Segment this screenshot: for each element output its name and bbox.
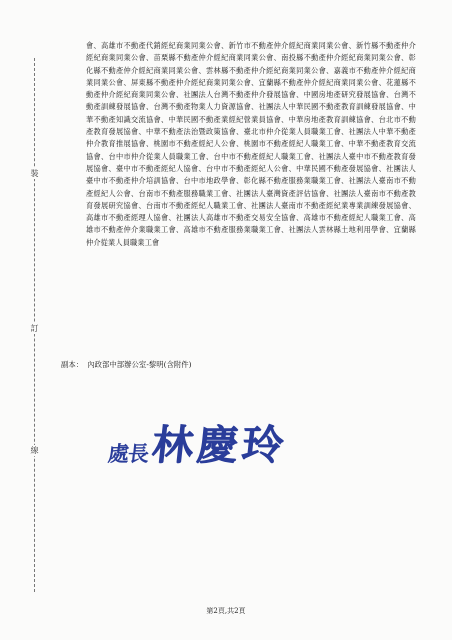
signature-name: 林慶玲 (149, 421, 290, 469)
binding-mark-zhuang: 裝 (30, 169, 39, 178)
binding-mark-ding: 訂 (30, 324, 39, 333)
signature-title: 處長 (106, 441, 150, 466)
recipient-list-text: 會、高雄市不動產代銷經紀商業同業公會、新竹市不動產仲介經紀商業同業公會、新竹縣不動產仲介經紀商業同業公會、苗栗縣不動產仲介經紀商業同業公會、南投縣不動產仲介經紀商業同業公會、彰化縣不動產仲介經紀商業同業公會、雲林縣不動產仲介經紀商業同業公會、嘉義市不動產仲介經紀商業同業公會、屏東縣不動產仲介經紀商業同業公會、宜蘭縣不動產仲介經紀商業同業公會、花蓮縣不動產仲介經紀商業同業公會、社團法人台灣不動產仲介發展協會、中國房地產研究發展協會、台灣不動產訓練發展協會、台灣不動產物業人力資源協會、社團法人中華民國不動產教育訓練發展協會、中華不動產知識交流協會、中華民國不動產業經紀營業員協會、中華房地產教育訓練協會、台北市不動產教育發展協會、中華不動產法治暨政策協會、臺北市仲介從業人員職業工會、社團法人中華不動產仲介教育推展協會、桃園市不動產經紀人公會、桃園市不動產經紀人職業工會、中華不動產教育交流協會、台中市仲介從業人員職業工會、台中市不動產經紀人職業工會、社團法人臺中市不動產教育發展協會、臺中市不動產經紀人協會、台中市不動產經紀人公會、中華民國不動產發展協會、社團法人臺中市不動產仲介培訓協會、台中市地政學會、彰化縣不動產服務業職業工會、社團法人臺南市不動產經紀人公會、台南市不動產服務職業工會、社團法人臺灣資產評估協會、社團法人臺南市不動產教育發展研究協會、台南市不動產經紀人職業工會、社團法人臺南市不動產經紀業專業訓練發展協會、高雄市不動產經理人協會、社團法人高雄市不動產交易安全協會、高雄市不動產經紀人職業工會、高雄市不動產仲介業職業工會、高雄市不動產服務業職業工會、社團法人雲林縣土地利用學會、宜蘭縣仲介從業人員職業工會 (86, 41, 416, 247)
director-signature-stamp (106, 421, 290, 469)
copy-label: 副本： (61, 360, 84, 369)
page-number: 第2頁,共2頁 (206, 607, 246, 615)
binding-mark-xian: 線 (30, 446, 39, 455)
copy-recipients-line (61, 360, 192, 370)
copy-recipients: 內政部中部辦公室-黎明(含附件) (87, 360, 192, 369)
